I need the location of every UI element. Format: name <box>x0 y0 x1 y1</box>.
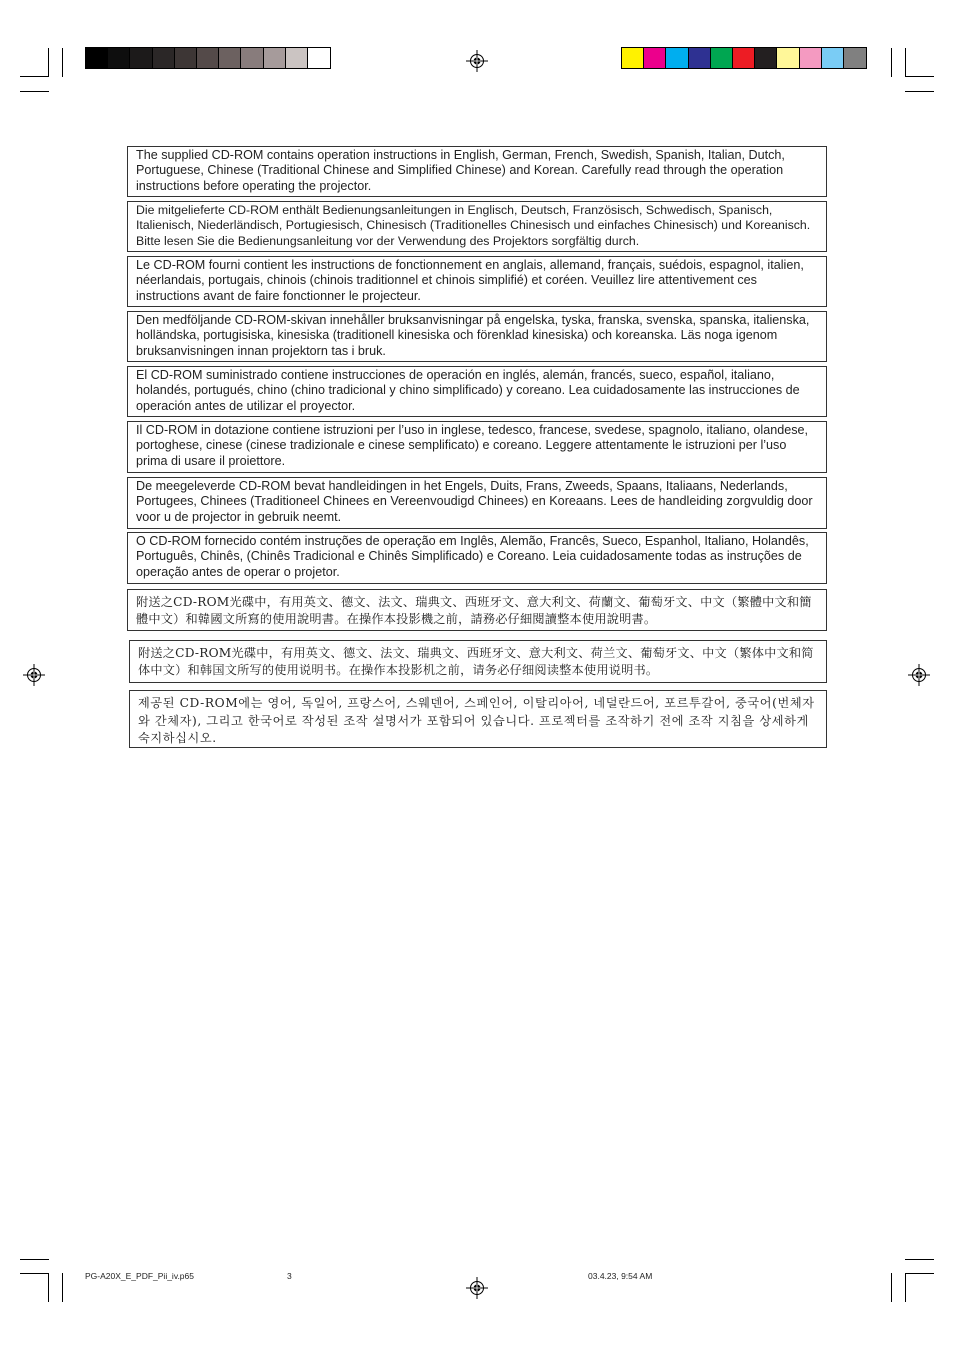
gray-swatch <box>130 48 152 68</box>
gray-swatch <box>175 48 197 68</box>
crop-mark <box>905 1273 934 1274</box>
color-swatch <box>689 48 711 68</box>
notice-spanish: El CD-ROM suministrado contiene instrucciones de operación en inglés, alemán, francés, sueco, español, italiano, holandés, portugués, chino (chino tradicional y chino simplificado) y coreano. Lea cuidadosamente las instrucciones de operación antes de utilizar el proyector. <box>127 366 827 417</box>
crop-mark <box>62 48 63 77</box>
color-swatch <box>822 48 844 68</box>
notice-traditional-chinese: 附送之CD-ROM光碟中，有用英文、德文、法文、瑞典文、西班牙文、意大利文、荷蘭文、葡萄牙文、中文（繁體中文和簡體中文）和韓國文所寫的使用說明書。在操作本投影機之前，請務必仔細閱讀整本使用說明書。 <box>127 589 827 631</box>
color-swatch <box>800 48 822 68</box>
notice-german: Die mitgelieferte CD-ROM enthält Bedienungsanleitungen in Englisch, Deutsch, Französisch, Schwedisch, Spanisch, Italienisch, Niederländisch, Portugiesisch, Chinesisch (Traditionelles Chinesisch und einfaches Chinesisch) und Koreanisch. Bitte lesen Sie die Bedienungsanleitung vor der Verwendung des Projektors sorgfältig durch. <box>127 201 827 252</box>
crop-mark <box>905 91 934 92</box>
crop-mark <box>48 1273 49 1302</box>
footer-filename: PG-A20X_E_PDF_Pii_iv.p65 <box>85 1271 194 1281</box>
gray-swatch <box>153 48 175 68</box>
grayscale-bar <box>85 47 331 69</box>
color-swatch <box>733 48 755 68</box>
crop-mark <box>891 1273 892 1302</box>
gray-swatch <box>108 48 130 68</box>
color-swatch <box>755 48 777 68</box>
gray-swatch <box>86 48 108 68</box>
gray-swatch <box>308 48 330 68</box>
color-swatch <box>777 48 799 68</box>
crop-mark <box>905 1259 934 1260</box>
registration-mark-icon <box>908 664 930 686</box>
notice-french: Le CD-ROM fourni contient les instructions de fonctionnement en anglais, allemand, français, suédois, espagnol, italien, néerlandais, portugais, chinois (chinois traditionnel et chinois simplifié) et coréen. Veuillez lire attentivement ces instructions avant de faire fonctionner le projecteur. <box>127 256 827 307</box>
registration-mark-icon <box>466 50 488 72</box>
gray-swatch <box>286 48 308 68</box>
notice-english: The supplied CD-ROM contains operation instructions in English, German, French, Swedish, Spanish, Italian, Dutch, Portuguese, Chinese (Traditional Chinese and Simplified Chinese) and Korean. Carefully read through the operation instructions before operating the projector. <box>127 146 827 197</box>
color-swatch <box>666 48 688 68</box>
crop-mark <box>905 48 906 77</box>
crop-mark <box>48 48 49 77</box>
notice-portuguese: O CD-ROM fornecido contém instruções de operação em Inglês, Alemão, Francês, Sueco, Espanhol, Italiano, Holandês, Português, Chinês, (Chinês Tradicional e Chinês Simplificado) e Coreano. Leia cuidadosamente todas as instruções de operação antes de operar o projetor. <box>127 532 827 584</box>
crop-mark <box>20 1259 49 1260</box>
notice-korean: 제공된 CD-ROM에는 영어, 독일어, 프랑스어, 스웨덴어, 스페인어, 이탈리아어, 네덜란드어, 포르투갈어, 중국어(번체자와 간체자), 그리고 한국어로 작성된 조작 설명서가 포함되어 있습니다. 프로젝터를 조작하기 전에 조작 지침을 상세하게 숙지하십시오. <box>129 690 827 748</box>
gray-swatch <box>264 48 286 68</box>
crop-mark <box>891 48 892 77</box>
crop-mark <box>20 1273 49 1274</box>
color-swatch <box>644 48 666 68</box>
crop-mark <box>905 76 934 77</box>
gray-swatch <box>219 48 241 68</box>
registration-mark-icon <box>23 664 45 686</box>
gray-swatch <box>241 48 263 68</box>
notice-swedish: Den medföljande CD-ROM-skivan innehåller bruksanvisningar på engelska, tyska, franska, svenska, spanska, italienska, holländska, portugisiska, kinesiska (traditionell kinesiska och förenklad kinesiska) och koreanska. Läs noga igenom bruksanvisningen innan projektorn tas i bruk. <box>127 311 827 362</box>
notice-italian: Il CD-ROM in dotazione contiene istruzioni per l’uso in inglese, tedesco, francese, svedese, spagnolo, italiano, olandese, portoghese, cinese (cinese tradizionale e cinese semplificato) e coreano. Leggere attentamente le istruzioni per l’uso prima di usare il proiettore. <box>127 421 827 473</box>
crop-mark <box>20 91 49 92</box>
crop-mark <box>905 1273 906 1302</box>
gray-swatch <box>197 48 219 68</box>
color-swatch <box>622 48 644 68</box>
color-swatch <box>844 48 866 68</box>
footer-page-number: 3 <box>287 1271 292 1281</box>
color-bar <box>621 47 867 69</box>
footer-timestamp: 03.4.23, 9:54 AM <box>588 1271 653 1281</box>
registration-mark-icon <box>466 1277 488 1299</box>
notice-dutch: De meegeleverde CD-ROM bevat handleidingen in het Engels, Duits, Frans, Zweeds, Spaans, Italiaans, Nederlands, Portugees, Chinees (Traditioneel Chinees en Vereenvoudigd Chinees) en Koreaans. Lees de handleiding zorgvuldig door voor u de projector in gebruik neemt. <box>127 477 827 529</box>
crop-mark <box>20 76 49 77</box>
color-swatch <box>711 48 733 68</box>
crop-mark <box>62 1273 63 1302</box>
notice-simplified-chinese: 附送之CD-ROM光碟中，有用英文、德文、法文、瑞典文、西班牙文、意大利文、荷兰文、葡萄牙文、中文（繁体中文和简体中文）和韩国文所写的使用说明书。在操作本投影机之前，请务必仔细阅读整本使用说明书。 <box>129 640 827 683</box>
